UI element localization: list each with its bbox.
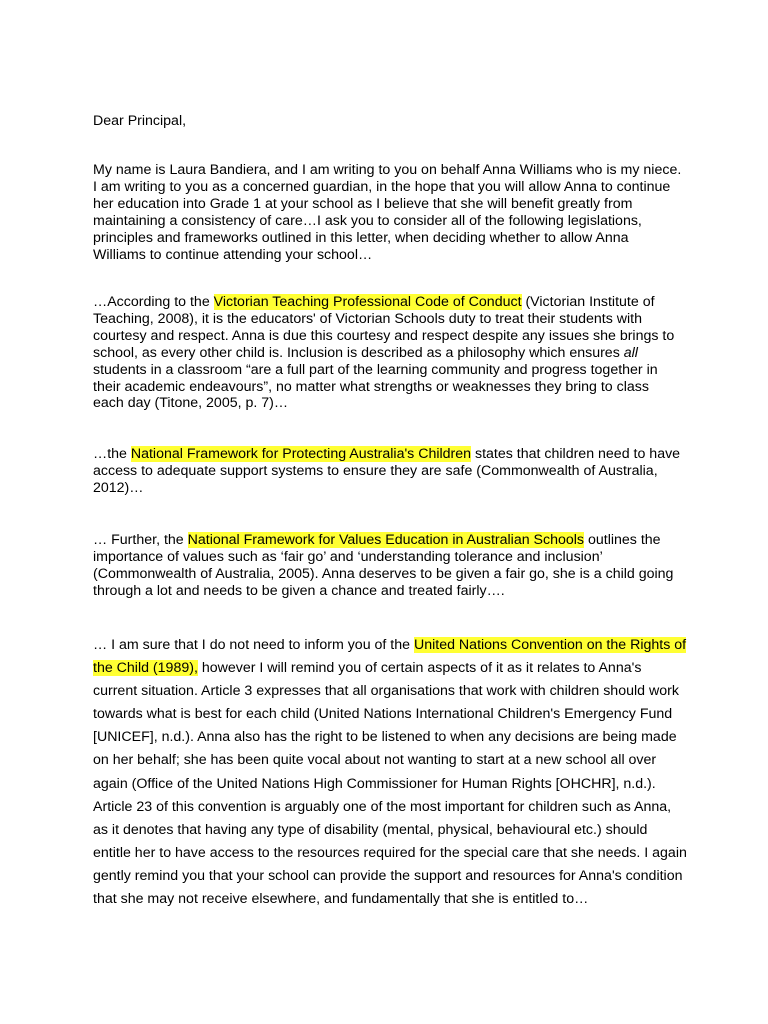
paragraph-protecting-children xyxy=(93,446,683,497)
paragraph-introduction: My name is Laura Bandiera, and I am writing to you on behalf Anna Williams who is my niece. I am writing to you as a concerned guardian, in the hope that you will allow Anna to continue her education into Grade 1 at your school as I believe that she will benefit greatly from maintaining a consistency of care…I ask you to consider all of the following legislations, principles and frameworks outlined in this letter, when deciding whether to allow Anna Williams to continue attending your school… xyxy=(93,162,682,263)
paragraph-text: …According to the xyxy=(93,294,214,310)
paragraph-text: however I will remind you of certain aspects of it as it relates to Anna's current situation. Article 3 expresses that all organisations that work with children should work towards what is best for each child (United Nations International Children's Emergency Fund [UNICEF], n.d.). Anna also has the right to be listened to when any decisions are being made on her behalf; she has been quite vocal about not wanting to start at a new school all over again (Office of the United Nations High Commissioner for Human Rights [OHCHR], n.d.). Article 23 of this convention is arguably one of the most important for children such as Anna, as it denotes that having any type of disability (mental, physical, behavioural etc.) should entitle her to have access to the resources required for the special care that she needs. I again gently remind you that your school can provide the support and resources for Anna's condition that she may not receive elsewhere, and fundamentally that she is entitled to… xyxy=(93,660,687,908)
paragraph-text: (Victorian Institute of Teaching, 2008), it is the educators' of Victorian Schools duty to treat their students with courtesy and respect. Anna is due this courtesy and respect despite any issues she brings to school, as every other child is. Inclusion is described as a philosophy which ensures xyxy=(93,294,675,361)
emphasized-word: all xyxy=(623,344,638,361)
salutation: Dear Principal, xyxy=(93,113,187,129)
paragraph-text: states that children need to have access to adequate support systems to ensure they are safe (Commonwealth of Australia, 2012)… xyxy=(93,446,681,496)
paragraph-text: students in a classroom “are a full part of the learning community and progress together in their academic endeavours”, no matter what strengths or weaknesses they bring to class each day (Titone, 2005, p. 7)… xyxy=(93,361,658,412)
highlighted-reference: National Framework for Values Education in Australian Schools xyxy=(187,532,585,548)
paragraph-values-education xyxy=(93,532,683,600)
paragraph-text: …the xyxy=(93,446,131,462)
paragraph-text: … Further, the xyxy=(93,532,188,548)
highlighted-reference: Victorian Teaching Professional Code of Conduct xyxy=(213,294,522,310)
paragraph-text: … I am sure that I do not need to inform you of the xyxy=(93,637,414,653)
paragraph-text: outlines the importance of values such as ‘fair go’ and ‘understanding tolerance and inclusion’ (Commonwealth of Australia, 2005). Anna deserves to be given a fair go, she is a child going through a lot and needs to be given a chance and treated fairly…. xyxy=(93,532,674,599)
paragraph-code-of-conduct xyxy=(93,294,683,412)
highlighted-reference: United Nations Convention on the Rights of the Child (1989), xyxy=(93,637,687,677)
highlighted-reference: National Framework for Protecting Australia's Children xyxy=(130,446,472,462)
paragraph-un-convention xyxy=(93,634,688,911)
